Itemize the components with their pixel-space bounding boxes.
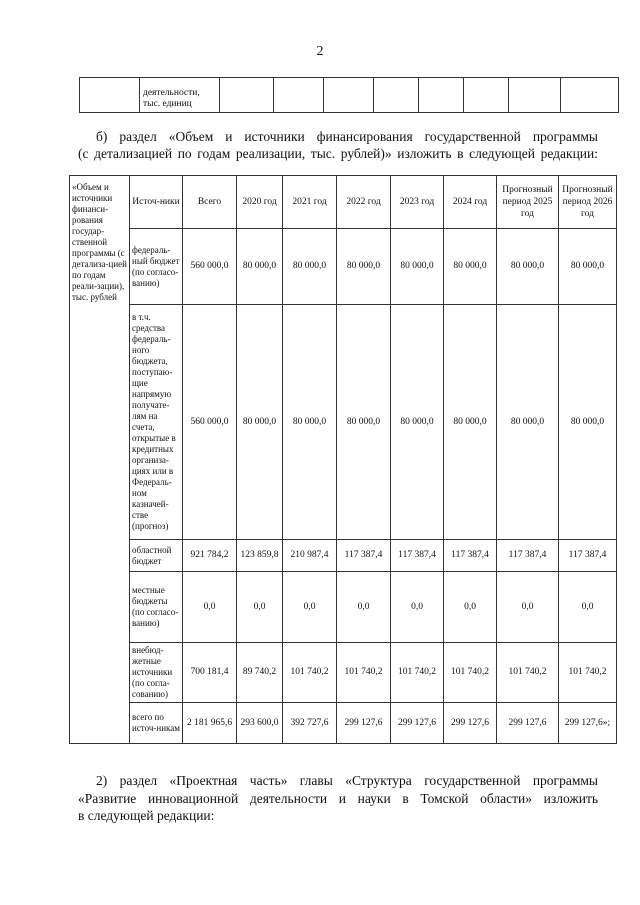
row-value-cell: 80 000,0 xyxy=(337,305,391,540)
header-forecast-2026: Прогнозный период 2026 год xyxy=(559,176,617,229)
row-value-cell: 299 127,6 xyxy=(391,703,444,744)
top-table-cell xyxy=(274,78,324,113)
row-value-cell: 101 740,2 xyxy=(391,643,444,703)
row-value-cell: 293 600,0 xyxy=(237,703,283,744)
paragraph-2 xyxy=(96,772,598,789)
finance-row xyxy=(70,305,617,540)
header-2023: 2023 год xyxy=(391,176,444,229)
program-label: «Объем и источники финанси-рования государ-ственной программы (с детализа-цией по годам реали-зации), тыс. рублей xyxy=(72,182,127,302)
row-source-label: местные бюджеты (по согласо-ванию) xyxy=(130,572,183,643)
row-value-cell: 0,0 xyxy=(444,572,497,643)
row-value-cell: 117 387,4 xyxy=(497,540,559,572)
top-table-fragment xyxy=(79,77,619,113)
row-source-label: внебюд-жетные источники (по согла-сованию) xyxy=(130,643,183,703)
top-table-cell xyxy=(220,78,274,113)
row-value-cell: 117 387,4 xyxy=(559,540,617,572)
top-table-cell xyxy=(509,78,561,113)
row-value-cell: 0,0 xyxy=(183,572,237,643)
row-value-cell: 80 000,0 xyxy=(444,305,497,540)
paragraph-b-line2 xyxy=(78,145,598,162)
row-value-cell: 299 127,6 xyxy=(444,703,497,744)
row-value-cell: 560 000,0 xyxy=(183,305,237,540)
row-value-cell: 2 181 965,6 xyxy=(183,703,237,744)
paragraph-2-rest xyxy=(78,790,598,824)
paragraph-b xyxy=(96,128,598,145)
row-value-cell: 560 000,0 xyxy=(183,229,237,305)
row-source-label: областной бюджет xyxy=(130,540,183,572)
row-value-cell: 123 859,8 xyxy=(237,540,283,572)
top-table-cell xyxy=(324,78,374,113)
row-value-cell: 299 127,6 xyxy=(497,703,559,744)
row-value-cell: 299 127,6 xyxy=(337,703,391,744)
row-value-cell: 0,0 xyxy=(283,572,337,643)
row-value-cell: 80 000,0 xyxy=(497,305,559,540)
row-value-cell: 0,0 xyxy=(237,572,283,643)
row-value-cell: 299 127,6»; xyxy=(559,703,617,744)
header-forecast-2025: Прогнозный период 2025 год xyxy=(497,176,559,229)
row-value-cell: 101 740,2 xyxy=(559,643,617,703)
finance-row xyxy=(70,229,617,305)
row-source-label: федераль-ный бюджет (по согласо-ванию) xyxy=(130,229,183,305)
finance-row xyxy=(70,540,617,572)
row-value-cell: 0,0 xyxy=(497,572,559,643)
header-sources: Источ-ники xyxy=(130,176,183,229)
row-value-cell: 921 784,2 xyxy=(183,540,237,572)
row-value-cell: 80 000,0 xyxy=(391,305,444,540)
finance-row xyxy=(70,572,617,643)
row-value-cell: 117 387,4 xyxy=(444,540,497,572)
top-table-text-line2: тыс. единиц xyxy=(143,99,192,109)
row-value-cell: 117 387,4 xyxy=(391,540,444,572)
row-value-cell: 80 000,0 xyxy=(559,305,617,540)
top-table-cell-text xyxy=(140,78,220,113)
header-total: Всего xyxy=(183,176,237,229)
top-table-cell xyxy=(374,78,419,113)
finance-table xyxy=(69,175,617,744)
page-number: 2 xyxy=(316,44,324,59)
row-value-cell: 0,0 xyxy=(337,572,391,643)
top-table-cell xyxy=(561,78,619,113)
row-value-cell: 80 000,0 xyxy=(444,229,497,305)
header-2020: 2020 год xyxy=(237,176,283,229)
row-value-cell: 80 000,0 xyxy=(337,229,391,305)
row-value-cell: 117 387,4 xyxy=(337,540,391,572)
header-2024: 2024 год xyxy=(444,176,497,229)
row-value-cell: 80 000,0 xyxy=(497,229,559,305)
row-value-cell: 80 000,0 xyxy=(559,229,617,305)
row-value-cell: 101 740,2 xyxy=(283,643,337,703)
row-value-cell: 392 727,6 xyxy=(283,703,337,744)
paragraph-2-line3: в следующей редакции: xyxy=(78,808,215,823)
row-source-label: всего по источ-никам xyxy=(130,703,183,744)
row-value-cell: 0,0 xyxy=(391,572,444,643)
finance-row xyxy=(70,643,617,703)
row-value-cell: 0,0 xyxy=(559,572,617,643)
row-value-cell: 89 740,2 xyxy=(237,643,283,703)
row-value-cell: 101 740,2 xyxy=(497,643,559,703)
header-2021: 2021 год xyxy=(283,176,337,229)
row-value-cell: 80 000,0 xyxy=(283,229,337,305)
row-value-cell: 80 000,0 xyxy=(237,305,283,540)
paragraph-b-line1: б) раздел «Объем и источники финансирования государственной программы xyxy=(96,129,598,144)
row-source-label: в т.ч. средства федераль-ного бюджета, поступаю-щие напрямую получате-лям на счета, открытые в кредитных организа-циях или в Федераль-ном казначей-стве (прогноз) xyxy=(130,305,183,540)
row-value-cell: 80 000,0 xyxy=(237,229,283,305)
header-2022: 2022 год xyxy=(337,176,391,229)
row-value-cell: 101 740,2 xyxy=(444,643,497,703)
paragraph-2-line1: 2) раздел «Проектная часть» главы «Структура государственной программы xyxy=(96,773,598,788)
row-value-cell: 210 987,4 xyxy=(283,540,337,572)
row-value-cell: 101 740,2 xyxy=(337,643,391,703)
top-table-cell xyxy=(419,78,464,113)
paragraph-2-line2: «Развитие инновационной деятельности и науки в Томской области» изложить xyxy=(78,791,598,806)
top-table-cell xyxy=(464,78,509,113)
program-label-cell xyxy=(70,176,130,744)
top-table-cell xyxy=(80,78,140,113)
paragraph-b-line2-text: (с детализацией по годам реализации, тыс. рублей)» изложить в следующей редакции: xyxy=(78,146,598,161)
row-value-cell: 700 181,4 xyxy=(183,643,237,703)
row-value-cell: 80 000,0 xyxy=(391,229,444,305)
top-table-text-line1: деятельности, xyxy=(143,88,200,98)
row-value-cell: 80 000,0 xyxy=(283,305,337,540)
finance-row xyxy=(70,703,617,744)
